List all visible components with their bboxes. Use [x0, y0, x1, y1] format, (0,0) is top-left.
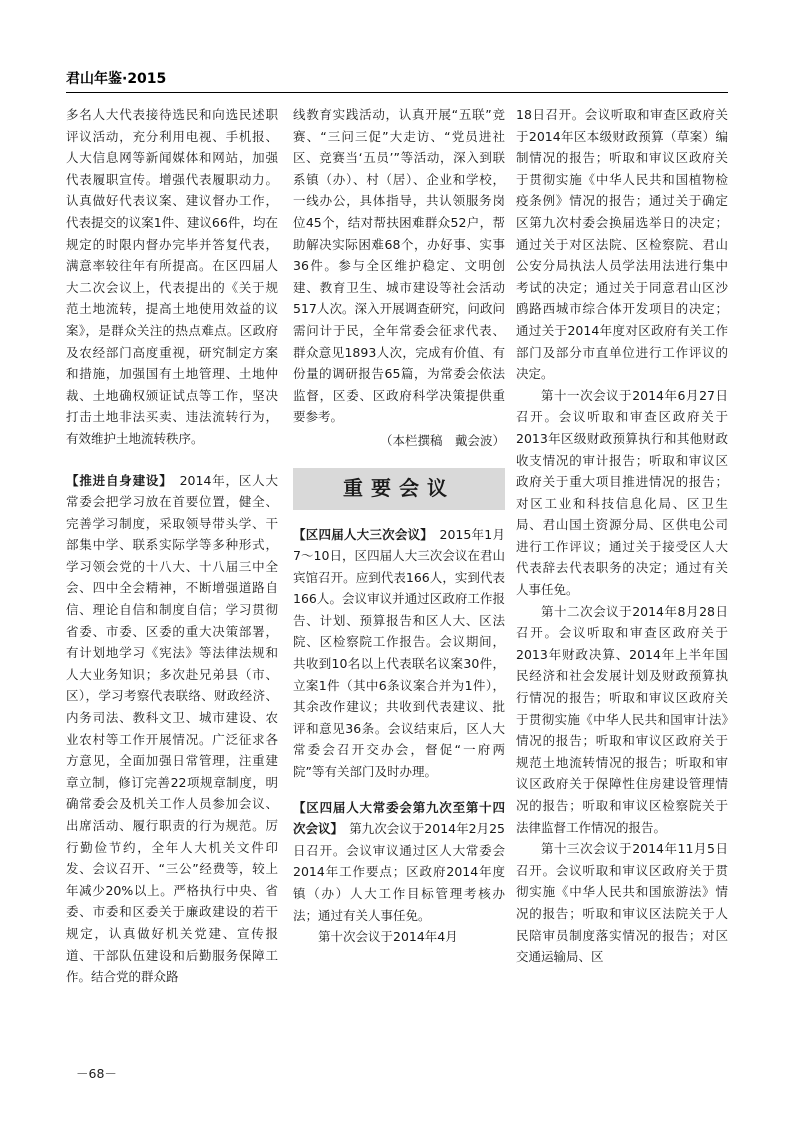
heading-third-session: 【区四届人大三次会议】 [293, 526, 427, 542]
text-third-session: 2015年1月7～10日，区四届人大三次会议在君山宾馆召开。应到代表166人，实到代表166人。会议审议并通过区政府工作报告、计划、预算报告和区人大、区法院、区检察院工作报告。会议期间，共收到10名以上代表联名议案30件，立案1件（其中6条议案合并为1件），其余改作建议；共收到代表建议、批评和意见36条。会议结束后，区人大常委会召开交办会，督促“一府两院”等有关部门及时办理。 [293, 526, 505, 780]
text-self-building: 2014年，区人大常委会把学习放在首要位置，健全、完善学习制度，采取领导带头学、干部集中学、联系实际学等多种形式，学习领会党的十八大、十八届三中全会、四中全会精神，不断增强道路自信、理论自信和制度自信；学习贯彻省委、市委、区委的重大决策部署，有计划地学习《宪法》等法律法规和人大业务知识；多次赴兄弟县（市、区），学习考察代表联络、财政经济、内务司法、教科文卫、城市建设、农业农村等工作开展情况。广泛征求各方意见，全面加强日常管理，注重建章立制，修订完善22项规章制度，明确常委会及机关工作人员参加会议、出席活动、履行职责的行为规范。厉行勤俭节约，全年人大机关文件印发、会议召开、“三公”经费等，较上年减少20%以上。严格执行中央、省委、市委和区委关于廉政建设的若干规定，认真做好机关党建、宣传报道、干部队伍建设和后勤服务保障工作。结合党的群众路 [66, 472, 278, 985]
paragraph-tenth-meeting-start: 第十次会议于2014年4月 [318, 929, 458, 945]
paragraph-tenth-meeting-cont: 18日召开。会议听取和审查区政府关于2014年区本级财政预算（草案）编制情况的报告；听取和审议区政府关于贯彻实施《中华人民共和国植物检疫条例》情况的报告；通过关于确定区第九次村委会换届选举日的决定；通过关于对区法院、区检察院、君山公安分局执法人员学法用法进行集中考试的决定；通过关于同意君山区沙鸥路西城市综合体开发项目的决定；通过关于2014年度对区政府有关工作部门及部分市直单位进行工作评议的决定。 [516, 107, 728, 382]
paragraph-twelfth-meeting: 第十二次会议于2014年8月28日召开。会议听取和审查区政府关于2013年财政决算、2014年上半年国民经济和社会发展计划及财政预算执行情况的报告；听取和审议区政府关于贯彻实施《中华人民共和国审计法》情况的报告；听取和审议区政府关于规范土地流转情况的报告；听取和审议区政府关于保障性住房建设管理情况的报告；听取和审议区检察院关于法律监督工作情况的报告。 [516, 603, 728, 835]
column-3 [516, 104, 728, 968]
running-header: 君山年鉴·2015 [66, 71, 167, 87]
heading-standing-committee: 【区四届人大常委会第九次至第十四次会议】 [293, 799, 505, 837]
byline: （本栏撰稿 戴会波） [379, 432, 505, 448]
text-ninth-meeting: 第九次会议于2014年2月25日召开。会议审议通过区人大常委会2014年工作要点；区政府2014年度镇（办）人大工作目标管理考核办法；通过有关人事任免。 [293, 821, 505, 923]
paragraph-standing-committee [293, 797, 505, 927]
column-2 [293, 104, 505, 948]
header-rule [66, 92, 728, 93]
paragraph-deputy-duties: 多名人大代表接待选民和向选民述职评议活动，充分利用电视、手机报、人大信息网等新闻媒体和网站，加强代表履职宣传。增强代表履职动力。认真做好代表议案、建议督办工作，代表提交的议案1件、建议66件，均在规定的时限内督办完毕并答复代表，满意率较往年有所提高。在区四届人大二次会议上，代表提出的《关于规范土地流转，提高土地使用效益的议案》，是群众关注的热点难点。区政府及农经部门高度重视，研究制定方案和措施，加强国有土地管理、土地仲裁、土地确权颁证试点等工作，坚决打击土地非法买卖、违法流转行为，有效维护土地流转秩序。 [66, 107, 278, 446]
paragraph-eleventh-meeting: 第十一次会议于2014年6月27日召开。会议听取和审查区政府关于2013年区级财政预算执行和其他财政收支情况的审计报告；听取和审议区政府关于重大项目推进情况的报告；对区工业和科技信息化局、区卫生局、君山国土资源分局、区供电公司进行工作评议；通过关于接受区人大代表辞去代表职务的决定；通过有关人事任免。 [516, 387, 728, 598]
section-title: 重要会议 [293, 468, 505, 510]
paragraph-self-building [66, 470, 278, 988]
paragraph-education-activities: 线教育实践活动，认真开展“五联”竞赛、“三问三促”大走访、“党员进社区、竞赛当‘五员’”等活动，深入到联系镇（办）、村（居）、企业和学校，一线办公，具体指导，共认领服务岗位45个，结对帮扶困难群众52户，帮助解决实际困难68个，办好事、实事36件。参与全区维护稳定、文明创建、教育卫生、城市建设等社会活动517人次。深入开展调查研究，问政问需问计于民，全年常委会征求代表、群众意见1893人次，完成有价值、有份量的调研报告65篇，为常委会依法监督，区委、区政府科学决策提供重要参考。 [293, 107, 505, 425]
paragraph-third-session [293, 524, 505, 783]
paragraph-thirteenth-meeting: 第十三次会议于2014年11月5日召开。会议听取和审议区政府关于贯彻实施《中华人民共和国旅游法》情况的报告；听取和审议区法院关于人民陪审员制度落实情况的报告；对区交通运输局、区 [516, 841, 728, 965]
page-number: －68－ [76, 1066, 117, 1081]
heading-self-building: 【推进自身建设】 [66, 472, 167, 488]
column-1 [66, 104, 278, 988]
